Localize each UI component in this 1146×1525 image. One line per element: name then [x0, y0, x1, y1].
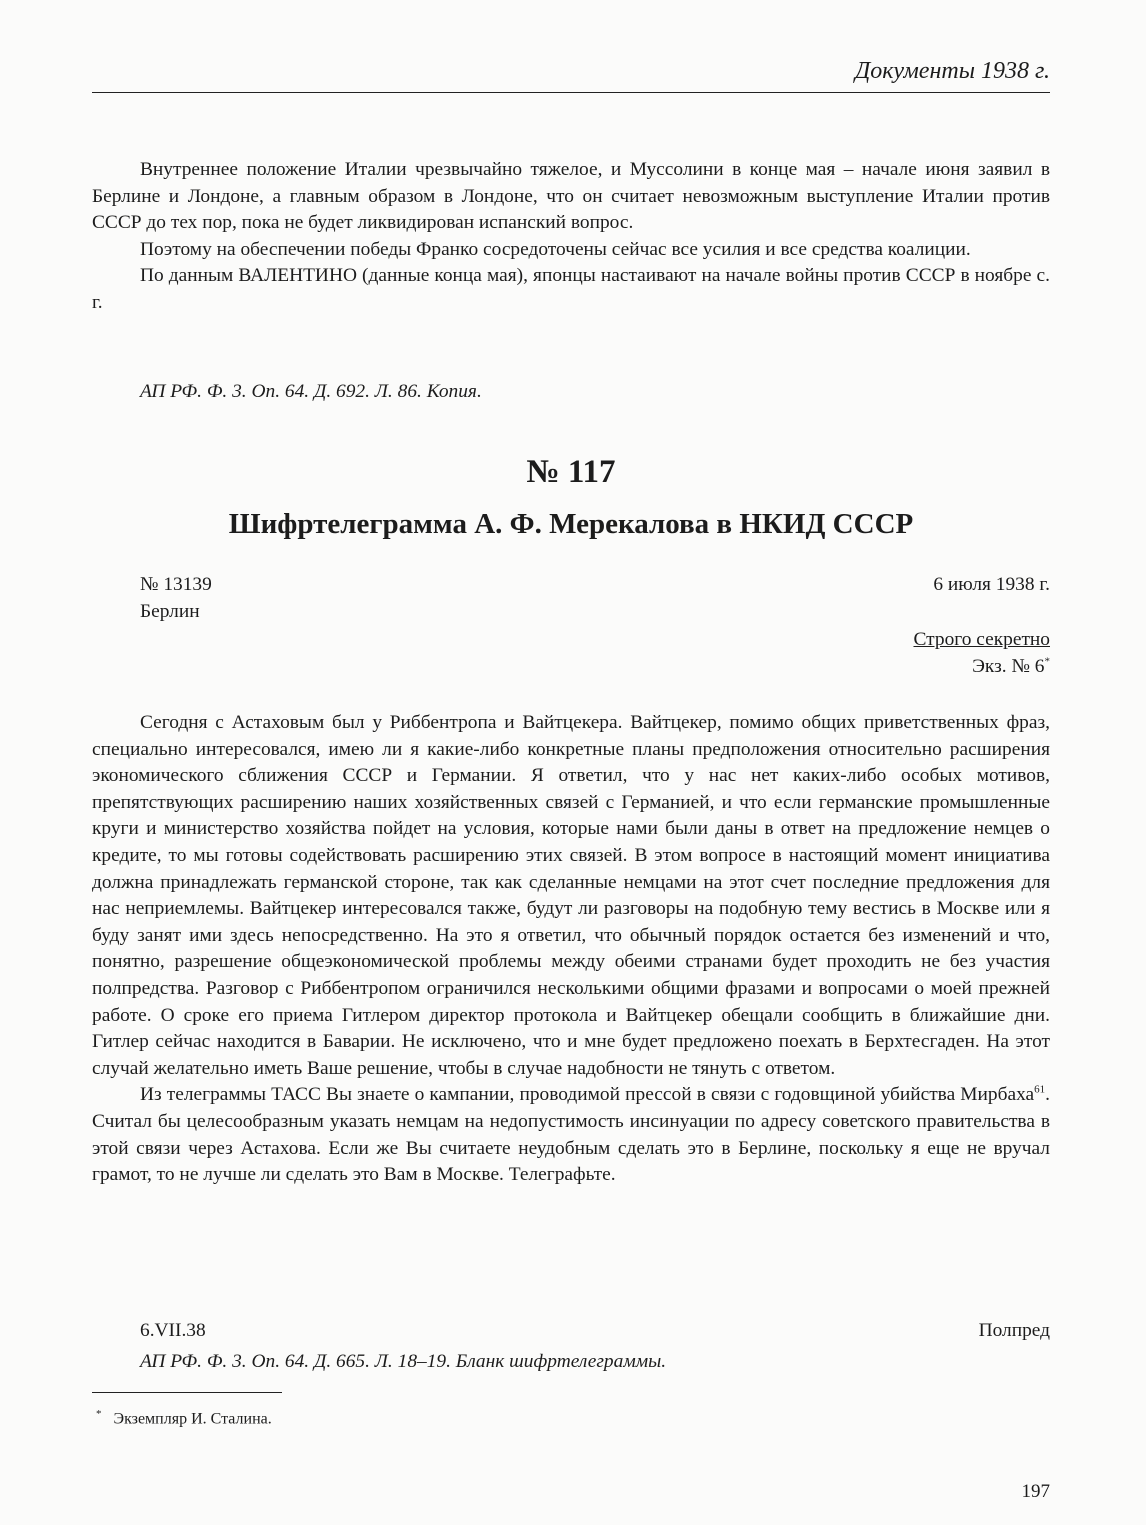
signature-date: 6.VII.38	[140, 1320, 206, 1341]
footnote-text: Экземпляр И. Сталина.	[113, 1410, 272, 1428]
classification-stamp: Строго секретно	[913, 629, 1050, 650]
document-date: 6 июля 1938 г.	[933, 574, 1050, 595]
archive-source-2: АП РФ. Ф. 3. Оп. 64. Д. 665. Л. 18–19. Бланк шифртелеграммы.	[140, 1351, 667, 1372]
intro-text	[92, 157, 1050, 317]
page-number: 197	[1021, 1481, 1050, 1502]
document-title: Шифртелеграмма А. Ф. Мерекалова в НКИД СССР	[228, 508, 914, 540]
signature-title: Полпред	[978, 1320, 1050, 1341]
intro-paragraph: По данным ВАЛЕНТИНО (данные конца мая), японцы настаивают на начале войны против СССР в ноябре с. г.	[92, 265, 1050, 313]
telegram-paragraph: Из телеграммы ТАСС Вы знаете о кампании, проводимой прессой в связи с годовщиной убийства Мирбаха$^{61}$. Считал бы целесообразным указать немцам на недопустимость инсинуации по адресу советского правительства в этой связи через Астахова. Если же Вы считаете неудобным сделать это в Берлине, поскольку я еще не вручал грамот, то не лучше ли сделать это Вам в Москве. Телеграфьте.	[92, 1083, 1050, 1186]
document-place: Берлин	[140, 601, 200, 622]
copy-number	[972, 654, 1050, 680]
document-number: № 117	[526, 454, 616, 490]
footnote	[96, 1403, 272, 1430]
copy-footnote-marker: *	[1044, 655, 1050, 668]
intro-paragraph: Внутреннее положение Италии чрезвычайно тяжелое, и Муссолини в конце мая – начале июня заявил в Берлине и Лондоне, а главным образом в Лондоне, что он считает невозможным выступление Италии против СССР до тех пор, пока не будет ликвидирован испанский вопрос.	[92, 159, 1050, 234]
telegram-body	[92, 710, 1050, 1189]
footnote-marker: *	[96, 1408, 102, 1420]
footnote-reference: 61	[1034, 1083, 1046, 1096]
registration-number: № 13139	[140, 574, 212, 595]
telegram-paragraph: Сегодня с Астаховым был у Риббентропа и Вайтцекера. Вайтцекер, помимо общих приветственных фраз, специально интересовался, имею ли я какие-либо конкретные планы предположения относительно расширения экономического сближения СССР и Германии. Я ответил, что у нас нет каких-либо особых мотивов, препятствующих расширению наших хозяйственных связей с Германией, и что если германские промышленные круги и министерство хозяйства пойдет на условия, которые нами были даны в ответ на предложение немцев о кредите, то мы готовы содействовать расширению этих связей. В этом вопросе в настоящий момент инициатива должна принадлежать германской стороне, так как сделанные немцами на этот счет последние предложения для нас неприемлемы. Вайтцекер интересовался также, будут ли разговоры на подобную тему вестись в Москве или я буду занят ими здесь непосредственно. На это я ответил, что обычный порядок остается без изменений и что, понятно, разрешение общеэкономической проблемы между обеими странами будет проходить не без участия полпредства. Разговор с Риббентропом ограничился несколькими общими фразами и вопросами о моей прежней работе. О сроке его приема Гитлером директор протокола и Вайтцекер обещали сообщить в ближайшие дни. Гитлер сейчас находится в Баварии. Не исключено, что и мне будет предложено поехать в Берхтесгаден. На этот случай желательно иметь Ваше решение, чтобы в случае надобности не тянуть с ответом.	[92, 712, 1050, 1079]
header-rule	[92, 92, 1050, 93]
running-head: Документы 1938 г.	[854, 58, 1050, 84]
archive-source-1: АП РФ. Ф. 3. Оп. 64. Д. 692. Л. 86. Копия.	[140, 381, 482, 402]
copy-number-label: Экз. № 6	[972, 656, 1045, 677]
footnote-rule	[92, 1392, 282, 1393]
intro-paragraph: Поэтому на обеспечении победы Франко сосредоточены сейчас все усилия и все средства коалиции.	[140, 238, 971, 260]
